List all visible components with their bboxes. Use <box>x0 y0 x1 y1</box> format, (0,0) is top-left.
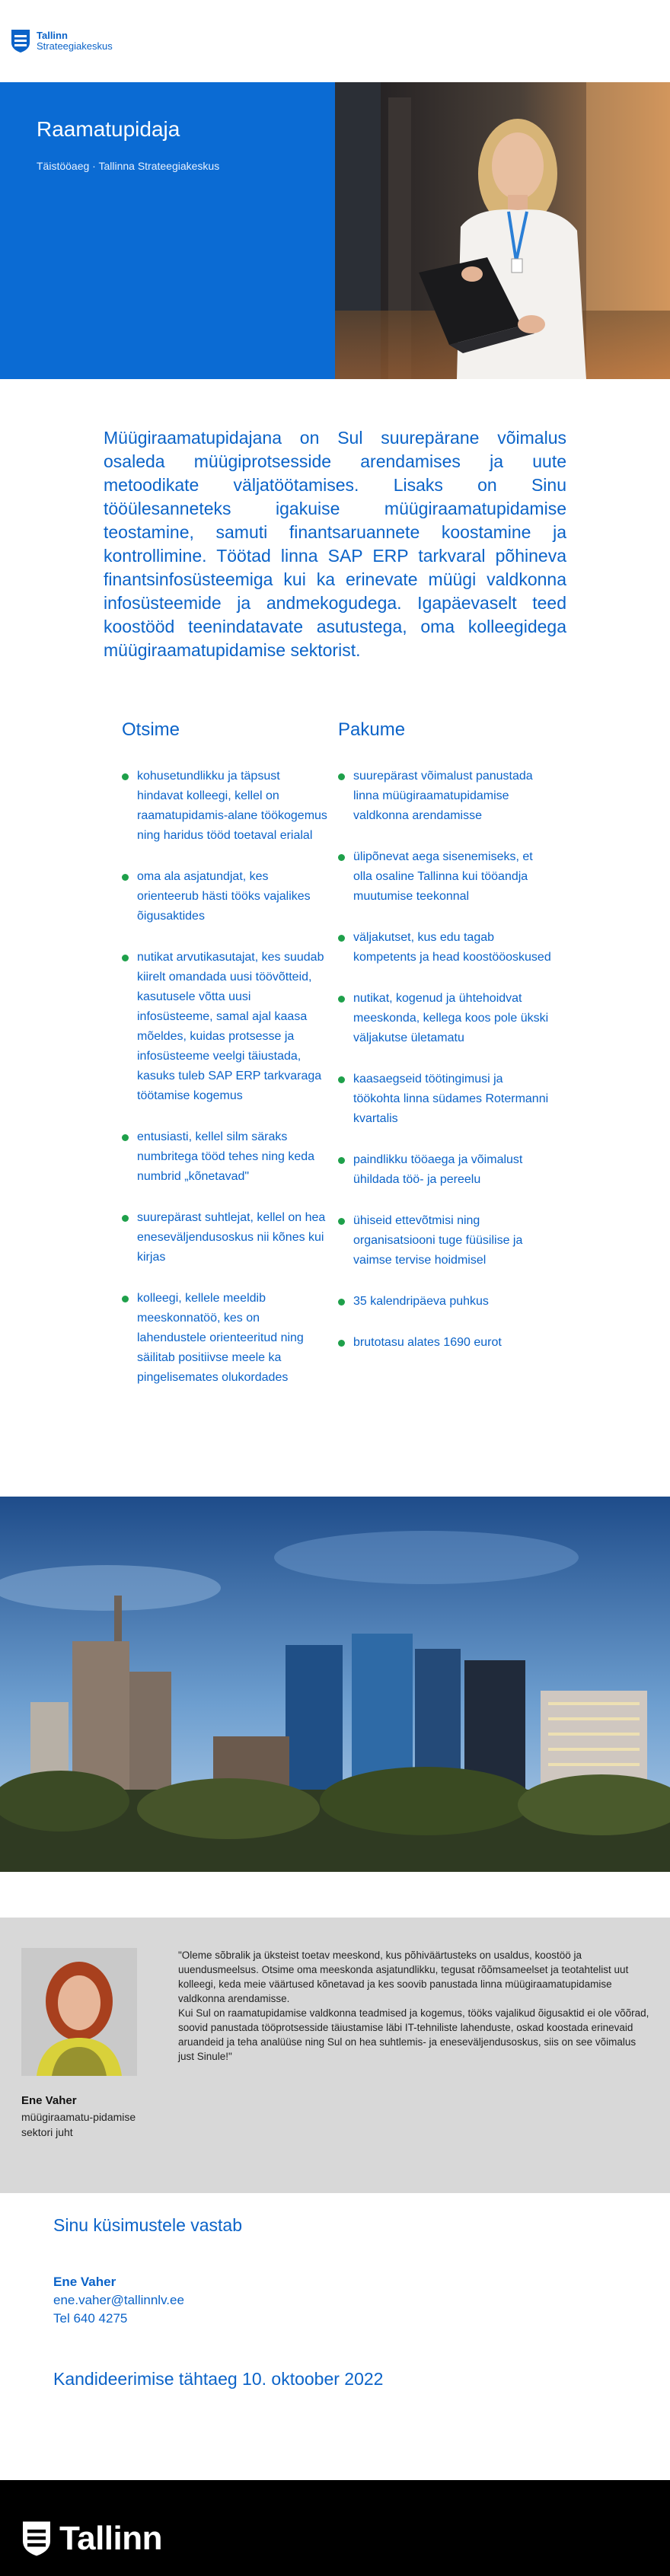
seek-list <box>122 767 327 1388</box>
job-subtitle: Täistööaeg · Tallinna Strateegiakeskus <box>37 160 220 172</box>
hero-banner <box>0 82 670 379</box>
strateegiakeskus-logo[interactable] <box>11 29 113 53</box>
seek-title: Otsime <box>122 719 180 740</box>
bullet-dot-icon <box>338 1340 345 1347</box>
tallinn-skyline-image <box>0 1497 670 1872</box>
seek-item: oma ala asjatundjat, kes orienteerub hästi tööks vajalikes õigusaktides <box>122 867 327 926</box>
seek-item: kolleegi, kellele meeldib meeskonnatöö, kes on lahendustele orienteeritud ning säilitab positiivse meele ka pingelisemates olukordades <box>122 1289 327 1388</box>
bullet-dot-icon <box>338 1076 345 1083</box>
seek-item: suurepärast suhtlejat, kellel on hea eneseväljendusoskus nii kõnes kui kirjas <box>122 1208 327 1267</box>
tallinn-footer-logo[interactable] <box>21 2520 162 2558</box>
seek-item: kohusetundlikku ja täpsust hindavat kolleegi, kellel on raamatupidamis-alane töökogemus ning haridus tööd toetaval erialal <box>122 767 327 846</box>
contact-name: Ene Vaher <box>53 2275 116 2289</box>
bullet-dot-icon <box>122 955 129 961</box>
bullet-dot-icon <box>338 854 345 861</box>
bullet-dot-icon <box>338 996 345 1003</box>
testimonial-role: müügiraamatu-pidamise sektori juht <box>21 2111 136 2138</box>
contact-title: Sinu küsimustele vastab <box>53 2215 243 2235</box>
woman-with-laptop-image <box>335 82 670 379</box>
seek-item: nutikat arvutikasutajat, kes suudab kiirelt omandada uusi töövõtteid, kasutusele võtta uusi infosüsteeme, samal ajal kaasa mõeldes, kuidas protsesse ja infosüsteeme veelgi täiustada, kasuks tuleb SAP ERP tarkvaraga töötamise kogemus <box>122 948 327 1106</box>
bullet-dot-icon <box>122 773 129 780</box>
testimonial-section <box>0 1918 670 2193</box>
offer-column <box>338 719 551 1374</box>
skyline-illustration <box>0 1497 670 1872</box>
footer-wordmark: Tallinn <box>59 2520 163 2557</box>
hero-text-panel <box>0 82 335 379</box>
bullet-dot-icon <box>122 874 129 881</box>
contact-phone: Tel 640 4275 <box>53 2311 128 2326</box>
top-bar <box>0 0 670 82</box>
testimonial-quote: "Oleme sõbralik ja üksteist toetav meeskond, kus põhiväärtusteks on usaldus, koostöö ja uuendusmeelsus. Otsime oma meeskonda asjatundlikku, tegusat rõõmsameelset ja teotahtelist uut kolleegi, keda meie väärtused kõnetavad ja kes soovib panustada linna müügiraamatupidamise valdkonna arendamisse. Kui Sul on raamatupidamise valdkonna teadmised ja kogemus, tööks vajalikud õigusaktid ei ole võõrad, soovid panustada tööprotsesside täiustamise läbi IT-tehniliste lahenduste, oskad koostada erinevaid aruandeid ja teha analüüse ning Sul on hea suhtlemis- ja eneseväljendusoskus, siis on see võimalus just Sinule!" <box>178 1950 649 2062</box>
offer-item: ühiseid ettevõtmisi ning organisatsiooni tuge füüsilise ja vaimse tervise hoidmisel <box>338 1211 551 1270</box>
bullet-dot-icon <box>338 1218 345 1225</box>
portrait-image <box>21 1948 137 2076</box>
logo-line-1: Tallinn <box>37 30 68 41</box>
ene-vaher-photo <box>21 1948 137 2076</box>
offer-item: kaasaegseid töötingimusi ja töökohta linna südames Rotermanni kvartalis <box>338 1070 551 1129</box>
offer-item: nutikat, kogenud ja ühtehoidvat meeskonda, kellega koos pole ükski väljakutse ületamatu <box>338 989 551 1048</box>
bullet-dot-icon <box>338 773 345 780</box>
offer-item: 35 kalendripäeva puhkus <box>338 1292 551 1312</box>
bullet-dot-icon <box>122 1215 129 1222</box>
job-title: Raamatupidaja <box>37 117 180 141</box>
hero-photo <box>335 82 670 379</box>
contact-email-link[interactable]: ene.vaher@tallinnlv.ee <box>53 2293 184 2307</box>
footer <box>0 2480 670 2576</box>
logo-line-2: Strateegiakeskus <box>37 40 113 52</box>
offer-item: paindlikku tööaega ja võimalust ühildada töö- ja pereelu <box>338 1150 551 1190</box>
seek-column <box>122 719 327 1409</box>
seek-item: entusiasti, kellel silm säraks numbritega tööd tehes ning keda numbrid „kõnetavad" <box>122 1127 327 1187</box>
application-deadline: Kandideerimise tähtaeg 10. oktoober 2022 <box>53 2369 384 2389</box>
job-intro-text: Müügiraamatupidajana on Sul suurepärane võimalus osaleda müügiprotsesside arendamises ja uute metoodikate väljatöötamises. Lisaks on Sinu tööülesanneteks igakuise müügiraamatupidamise teostamine, samuti finantsaruannete koostamine ja kontrollimine. Töötad linna SAP ERP tarkvaral põhineva finantsinfosüsteemiga kui ka erinevate müügi valdkonna infosüsteemide ja andmekogudega. Igapäevaselt teed koostööd teenindatavate asutustega, oma kolleegidega müügiraamatupidamise sektorist. <box>104 428 566 660</box>
offer-item: brutotasu alates 1690 eurot <box>338 1333 551 1353</box>
bullet-dot-icon <box>338 1299 345 1306</box>
bullet-dot-icon <box>338 935 345 942</box>
bullet-dot-icon <box>122 1296 129 1302</box>
offer-item: väljakutset, kus edu tagab kompetents ja head koostööoskused <box>338 928 551 968</box>
offer-list <box>338 767 551 1353</box>
tallinn-shield-icon <box>11 29 30 53</box>
bullet-dot-icon <box>122 1134 129 1141</box>
offer-item: suurepärast võimalust panustada linna müügiraamatupidamise valdkonna arendamisse <box>338 767 551 826</box>
offer-title: Pakume <box>338 719 406 740</box>
bullet-dot-icon <box>338 1157 345 1164</box>
tallinn-shield-icon <box>21 2520 52 2557</box>
offer-item: ülipõnevat aega sisenemiseks, et olla osaline Tallinna kui tööandja muutumise teekonnal <box>338 847 551 907</box>
testimonial-name: Ene Vaher <box>21 2094 77 2107</box>
